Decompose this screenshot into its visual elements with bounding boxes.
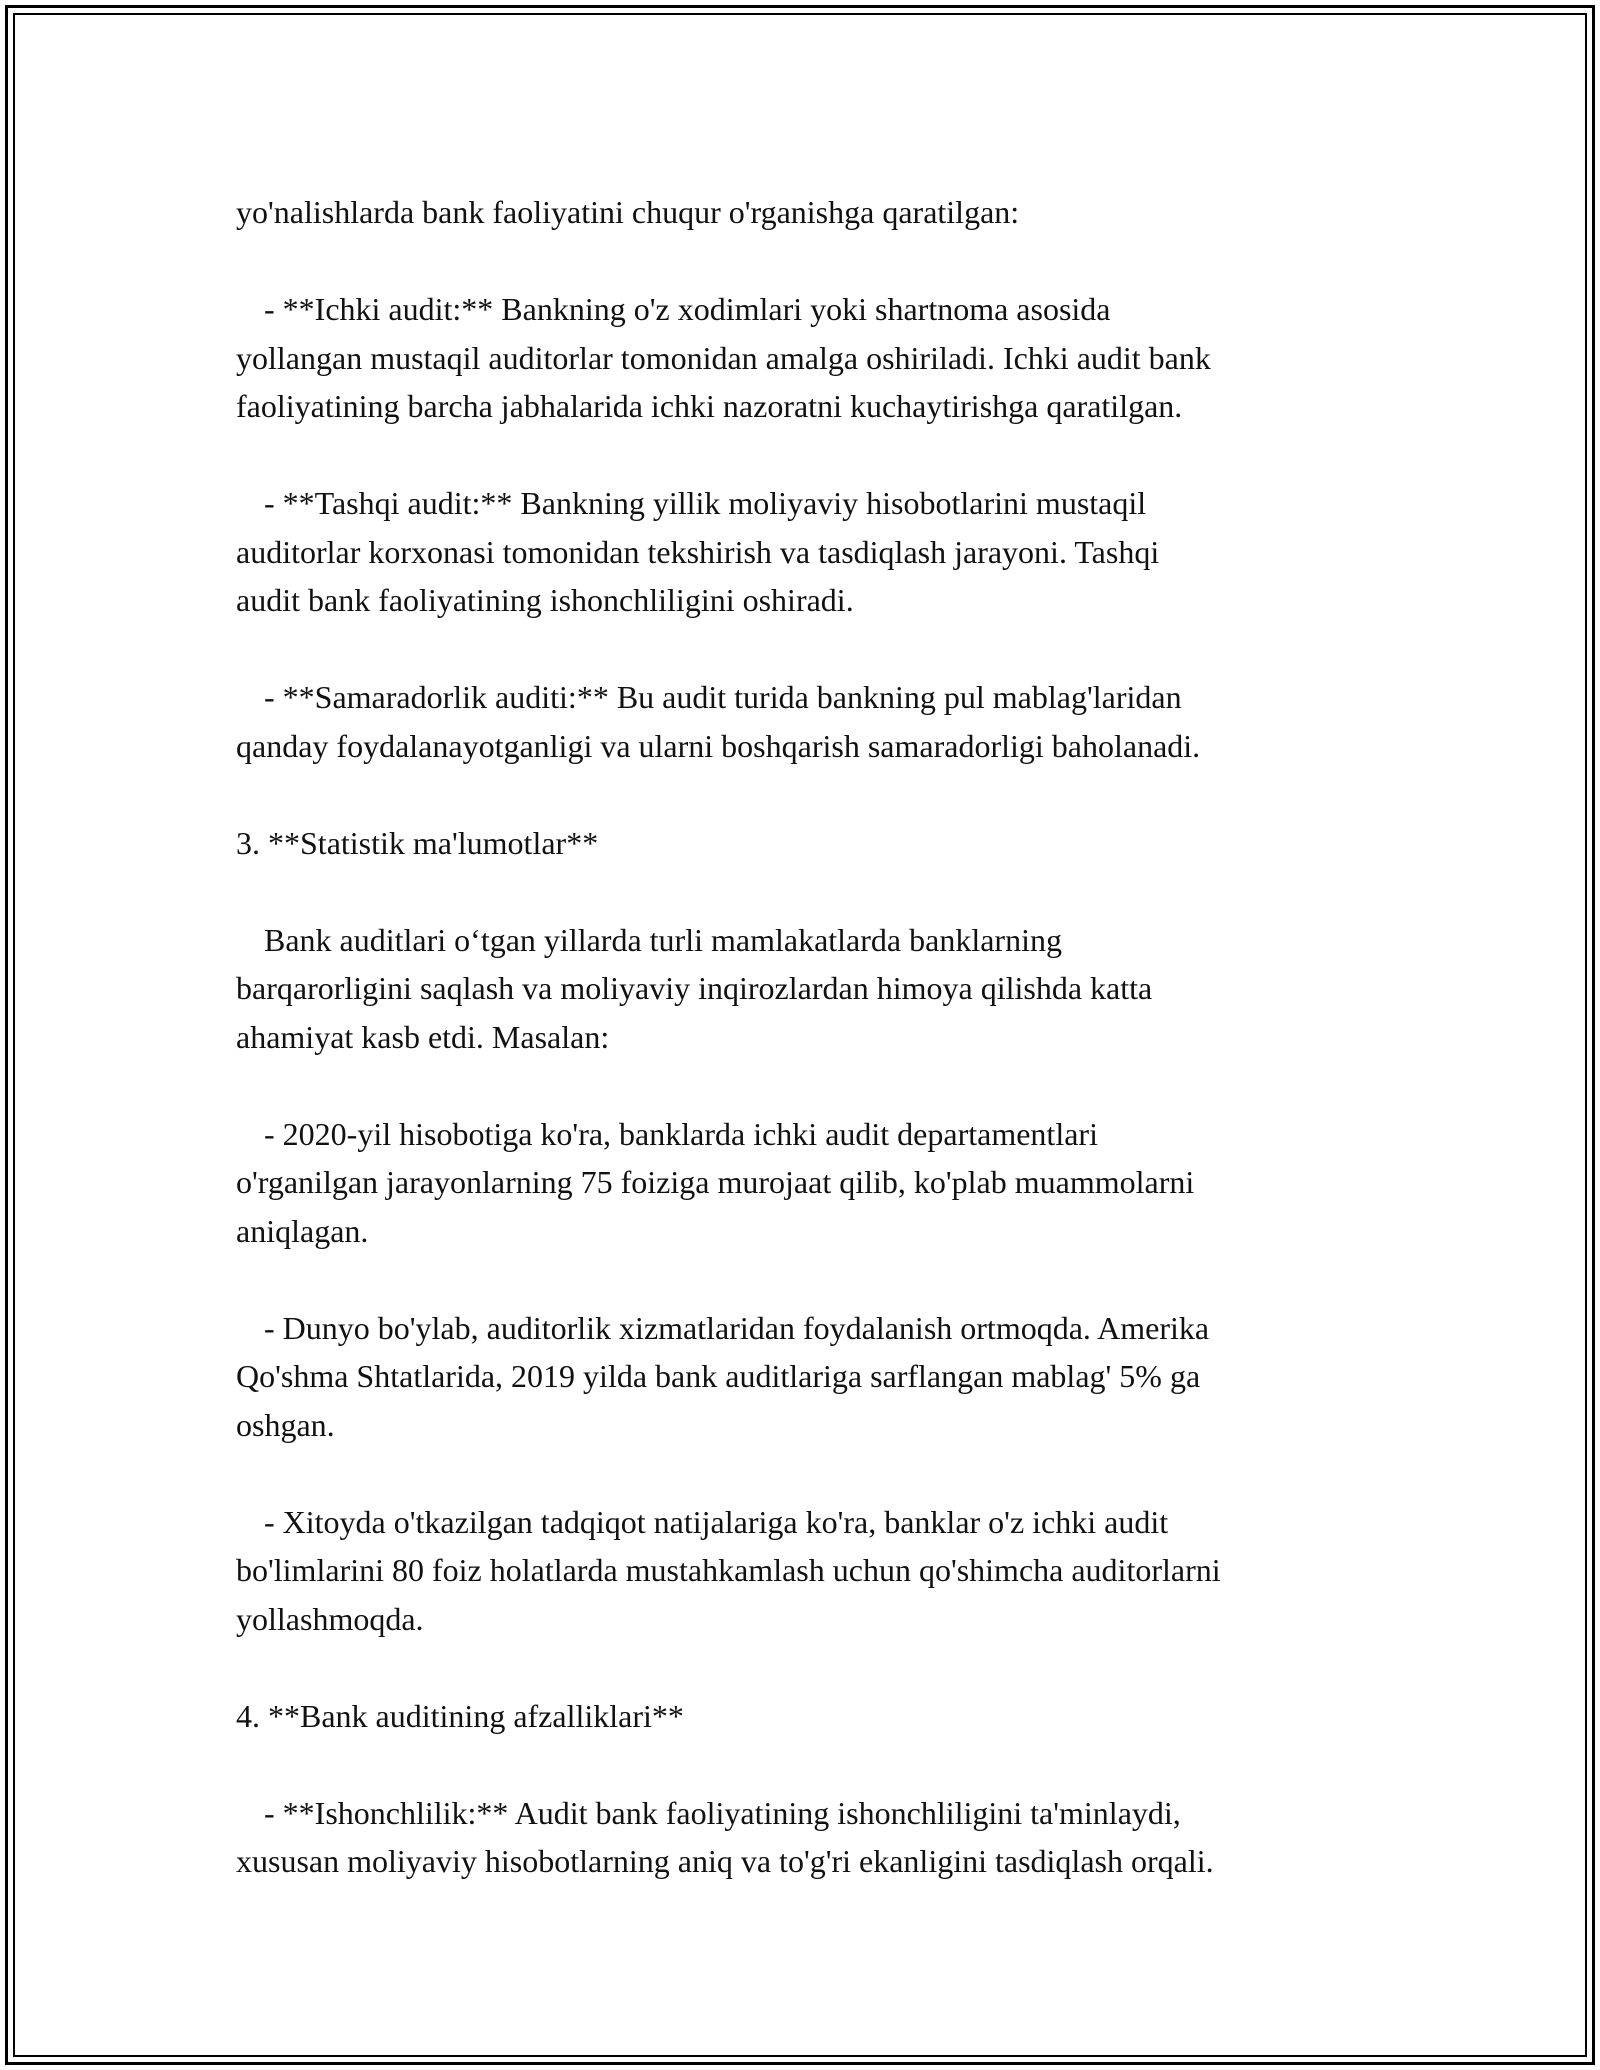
paragraph-text: - **Ichki audit:** Bankning o'z xodimlari yoki shartnoma asosida yollangan mustaqil auditorlar tomonidan amalga oshiriladi. Ichki audit bank faoliyatining barcha jabhalarida ichki nazoratni kuchaytirishga qaratilgan.	[236, 291, 1211, 424]
paragraph-text: - **Tashqi audit:** Bankning yillik moliyaviy hisobotlarini mustaqil auditorlar korxonasi tomonidan tekshirish va tasdiqlash jarayoni. Tashqi audit bank faoliyatining ishonchliligini oshiradi.	[236, 485, 1160, 618]
paragraph-ichki-audit	[236, 285, 1376, 431]
paragraph-text: - 2020-yil hisobotiga ko'ra, banklarda ichki audit departamentlari o'rganilgan jarayonlarning 75 foiziga murojaat qilib, ko'plab muammolarni aniqlagan.	[236, 1115, 1195, 1249]
paragraph-ishonchlilik	[236, 1789, 1376, 1886]
paragraph-text: - Dunyo bo'ylab, auditorlik xizmatlaridan foydalanish ortmoqda. Amerika Qo'shma Shtatlarida, 2019 yilda bank auditlariga sarflangan mablag' 5% ga oshgan.	[236, 1309, 1210, 1443]
section-heading-statistik: 3. **Statistik ma'lumotlar**	[236, 824, 599, 861]
paragraph-bank-auditlari	[236, 916, 1376, 1062]
paragraph-samaradorlik-auditi	[236, 673, 1376, 770]
paragraph-xitoy	[236, 1498, 1376, 1644]
paragraph-tashqi-audit	[236, 479, 1376, 625]
paragraph-text: - **Ishonchlilik:** Audit bank faoliyatining ishonchliligini ta'minlaydi, xususan moliyaviy hisobotlarning aniq va to'g'ri ekanligini tasdiqlash orqali.	[236, 1794, 1214, 1879]
paragraph-text: - **Samaradorlik auditi:** Bu audit turida bankning pul mablag'laridan qanday foydalanayotganligi va ularni boshqarish samaradorligi baholanadi.	[236, 679, 1201, 764]
section-heading-afzalliklar: 4. **Bank auditining afzalliklari**	[236, 1697, 684, 1734]
paragraph-intro: yo'nalishlarda bank faoliyatini chuqur o'rganishga qaratilgan:	[236, 194, 1020, 230]
paragraph-dunyo	[236, 1304, 1376, 1450]
paragraph-text: - Xitoyda o'tkazilgan tadqiqot natijalariga ko'ra, banklar o'z ichki audit bo'limlarini 80 foiz holatlarda mustahkamlash uchun qo'shimcha auditorlarni yollashmoqda.	[236, 1503, 1221, 1637]
document-body	[236, 188, 1376, 1886]
paragraph-2020-hisobot	[236, 1110, 1376, 1256]
paragraph-text: Bank auditlari o‘tgan yillarda turli mamlakatlarda banklarning barqarorligini saqlash va moliyaviy inqirozlardan himoya qilishda katta ahamiyat kasb etdi. Masalan:	[236, 921, 1153, 1055]
